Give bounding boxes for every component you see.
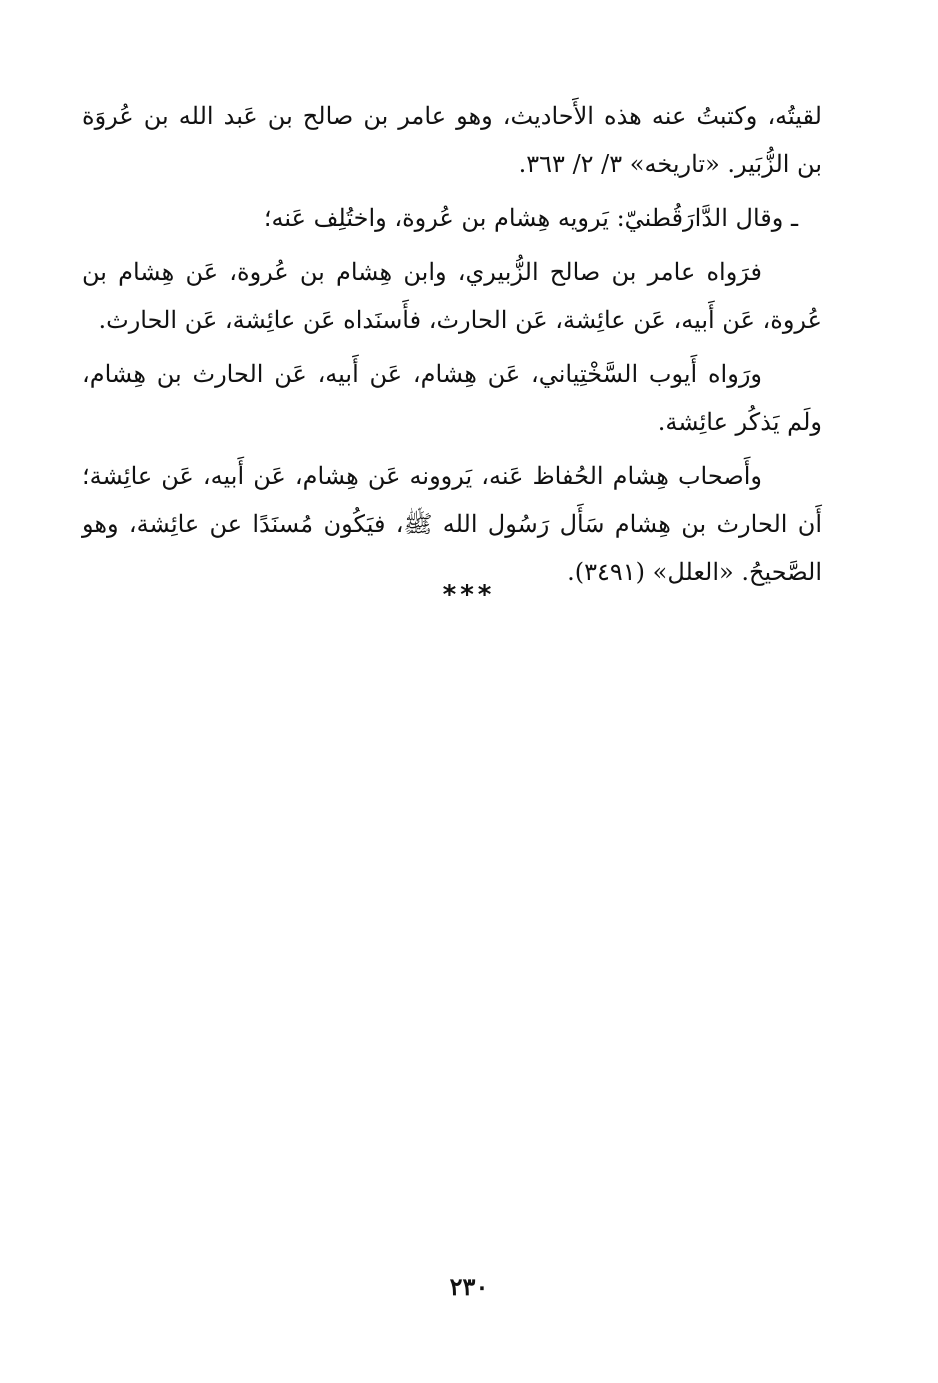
paragraph: لقيتُه، وكتبتُ عنه هذه الأَحاديث، وهو عامر بن صالح بن عَبد الله بن عُروَة بن الزُّبَير. «تاريخه» ٣/ ٢/ ٣٦٣. — [82, 102, 822, 178]
section-separator: *** — [442, 580, 496, 610]
body-text — [82, 92, 822, 602]
paragraph: فرَواه عامر بن صالح الزُّبيري، وابن هِشام بن عُروة، عَن هِشام بن عُروة، عَن أَبيه، عَن عائِشة، عَن الحارث، فأَسنَداه عَن عائِشة، عَن الحارث. — [82, 258, 822, 334]
paragraph: ـ وقال الدَّارَقُطنيّ: يَرويه هِشام بن عُروة، واختُلِف عَنه؛ — [263, 204, 798, 232]
page-number: ٢٣٠ — [449, 1272, 489, 1301]
paragraph: وأَصحاب هِشام الحُفاظ عَنه، يَروونه عَن هِشام، عَن أَبيه، عَن عائِشة؛ أَن الحارث بن هِشام سَأَل رَسُول الله ﷺ، فيَكُون مُسنَدًا عن عائِشة، وهو الصَّحيحُ. «العلل» (٣٤٩١). — [82, 462, 822, 586]
paragraph: ورَواه أَيوب السَّخْتِياني، عَن هِشام، عَن أَبيه، عَن الحارث بن هِشام، ولَم يَذكُر عائِشة. — [82, 360, 822, 436]
